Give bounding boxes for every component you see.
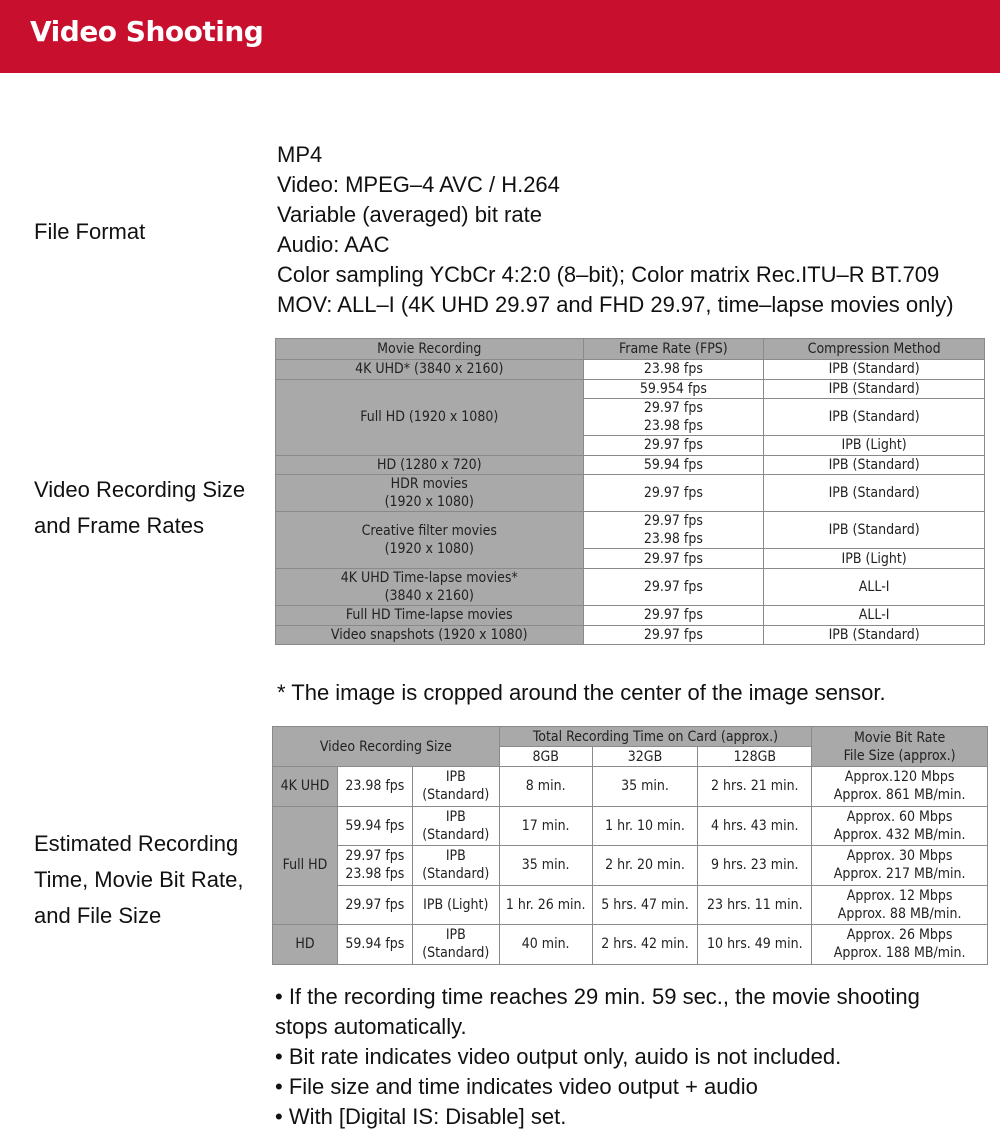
column-header: Video Recording Size	[273, 727, 500, 767]
fps-cell: 29.97 fps	[583, 625, 764, 645]
format-line: Video: MPEG–4 AVC / H.264	[277, 172, 560, 197]
fps-cell: 29.97 fps	[583, 475, 764, 512]
table-row	[273, 885, 988, 925]
method-cell: IPB (Light)	[764, 436, 985, 456]
time-cell: 2 hrs. 42 min.	[592, 925, 698, 965]
fps-cell: 29.97 fps 23.98 fps	[583, 512, 764, 549]
notes-list	[275, 982, 920, 1132]
time-cell: 35 min.	[592, 767, 698, 807]
bitrate-cell: Approx.120 Mbps Approx. 861 MB/min.	[812, 767, 988, 807]
time-cell: 17 min.	[499, 806, 592, 846]
header-bar	[0, 0, 1000, 73]
mode-cell: HD (1280 x 720)	[276, 455, 584, 475]
time-cell: 1 hr. 10 min.	[592, 806, 698, 846]
fps-cell: 29.97 fps	[583, 605, 764, 625]
fps-cell: 59.94 fps	[583, 455, 764, 475]
file-format-label	[34, 214, 145, 250]
list-item: stops automatically.	[275, 1014, 467, 1039]
fps-cell: 59.954 fps	[583, 379, 764, 399]
method-cell: IPB (Standard)	[764, 360, 985, 380]
table-row	[273, 806, 988, 846]
card-header: 8GB	[499, 747, 592, 767]
method-cell: ALL-I	[764, 568, 985, 605]
column-header: Frame Rate (FPS)	[583, 339, 764, 360]
recording-size-label-line: and Frame Rates	[34, 513, 204, 538]
fps-cell: 29.97 fps	[337, 885, 412, 925]
fps-cell: 59.94 fps	[337, 925, 412, 965]
mode-cell: Full HD	[273, 806, 338, 925]
compression-cell: IPB (Standard)	[412, 767, 499, 807]
card-header: 32GB	[592, 747, 698, 767]
method-cell: IPB (Standard)	[764, 399, 985, 436]
time-cell: 5 hrs. 47 min.	[592, 885, 698, 925]
estimated-recording-table	[272, 726, 988, 965]
mode-cell: 4K UHD	[273, 767, 338, 807]
recording-size-table	[275, 338, 985, 645]
fps-cell: 29.97 fps 23.98 fps	[583, 399, 764, 436]
table-header-row	[273, 727, 988, 747]
table-row	[276, 360, 985, 380]
compression-cell: IPB (Standard)	[412, 846, 499, 886]
time-cell: 4 hrs. 43 min.	[698, 806, 812, 846]
column-header: Movie Recording	[276, 339, 584, 360]
recording-size-label-line: Video Recording Size	[34, 477, 246, 502]
table-row	[276, 625, 985, 645]
table-row	[273, 846, 988, 886]
mode-cell: Full HD Time-lapse movies	[276, 605, 584, 625]
method-cell: IPB (Light)	[764, 549, 985, 569]
time-cell: 2 hr. 20 min.	[592, 846, 698, 886]
estimated-label	[34, 826, 243, 934]
recording-size-label	[34, 472, 245, 544]
method-cell: IPB (Standard)	[764, 512, 985, 549]
compression-cell: IPB (Standard)	[412, 925, 499, 965]
estimated-label-line: and File Size	[34, 903, 162, 928]
format-line: MOV: ALL–I (4K UHD 29.97 and FHD 29.97, time–lapse movies only)	[277, 292, 954, 317]
time-cell: 9 hrs. 23 min.	[698, 846, 812, 886]
column-header: Compression Method	[764, 339, 985, 360]
file-format-details	[277, 140, 954, 320]
table-row	[273, 767, 988, 807]
sensor-crop-note: * The image is cropped around the center of the image sensor.	[277, 680, 886, 705]
table-row	[273, 925, 988, 965]
time-cell: 2 hrs. 21 min.	[698, 767, 812, 807]
method-cell: IPB (Standard)	[764, 379, 985, 399]
fps-cell: 29.97 fps	[583, 568, 764, 605]
list-item: • Bit rate indicates video output only, auido is not included.	[275, 1044, 842, 1069]
list-item: • With [Digital IS: Disable] set.	[275, 1104, 567, 1129]
table-header-row	[276, 339, 985, 360]
bitrate-cell: Approx. 12 Mbps Approx. 88 MB/min.	[812, 885, 988, 925]
method-cell: IPB (Standard)	[764, 475, 985, 512]
fps-cell: 29.97 fps	[583, 436, 764, 456]
time-cell: 10 hrs. 49 min.	[698, 925, 812, 965]
method-cell: IPB (Standard)	[764, 625, 985, 645]
table-row	[276, 605, 985, 625]
fps-cell: 29.97 fps 23.98 fps	[337, 846, 412, 886]
bitrate-cell: Approx. 30 Mbps Approx. 217 MB/min.	[812, 846, 988, 886]
column-header: Total Recording Time on Card (approx.)	[499, 727, 811, 747]
format-line: Audio: AAC	[277, 232, 390, 257]
mode-cell: HDR movies (1920 x 1080)	[276, 475, 584, 512]
mode-cell: Creative filter movies (1920 x 1080)	[276, 512, 584, 569]
card-header: 128GB	[698, 747, 812, 767]
fps-cell: 29.97 fps	[583, 549, 764, 569]
file-format-label-text: File Format	[34, 219, 146, 244]
mode-cell: Full HD (1920 x 1080)	[276, 379, 584, 455]
format-line: Color sampling YCbCr 4:2:0 (8–bit); Color matrix Rec.ITU–R BT.709	[277, 262, 940, 287]
estimated-label-line: Estimated Recording	[34, 831, 239, 856]
table-row	[276, 379, 985, 399]
mode-cell: 4K UHD* (3840 x 2160)	[276, 360, 584, 380]
column-header: Movie Bit Rate File Size (approx.)	[812, 727, 988, 767]
method-cell: ALL-I	[764, 605, 985, 625]
fps-cell: 59.94 fps	[337, 806, 412, 846]
compression-cell: IPB (Standard)	[412, 806, 499, 846]
list-item: • File size and time indicates video output + audio	[275, 1074, 758, 1099]
compression-cell: IPB (Light)	[412, 885, 499, 925]
format-line: Variable (averaged) bit rate	[277, 202, 542, 227]
time-cell: 23 hrs. 11 min.	[698, 885, 812, 925]
time-cell: 40 min.	[499, 925, 592, 965]
mode-cell: 4K UHD Time-lapse movies* (3840 x 2160)	[276, 568, 584, 605]
mode-cell: Video snapshots (1920 x 1080)	[276, 625, 584, 645]
bitrate-cell: Approx. 26 Mbps Approx. 188 MB/min.	[812, 925, 988, 965]
time-cell: 1 hr. 26 min.	[499, 885, 592, 925]
estimated-label-line: Time, Movie Bit Rate,	[34, 867, 244, 892]
fps-cell: 23.98 fps	[583, 360, 764, 380]
format-line: MP4	[277, 142, 323, 167]
time-cell: 35 min.	[499, 846, 592, 886]
mode-cell: HD	[273, 925, 338, 965]
fps-cell: 23.98 fps	[337, 767, 412, 807]
time-cell: 8 min.	[499, 767, 592, 807]
method-cell: IPB (Standard)	[764, 455, 985, 475]
list-item: • If the recording time reaches 29 min. 59 sec., the movie shooting	[275, 984, 920, 1009]
bitrate-cell: Approx. 60 Mbps Approx. 432 MB/min.	[812, 806, 988, 846]
page-title: Video Shooting	[30, 15, 264, 48]
table-row	[276, 455, 985, 475]
